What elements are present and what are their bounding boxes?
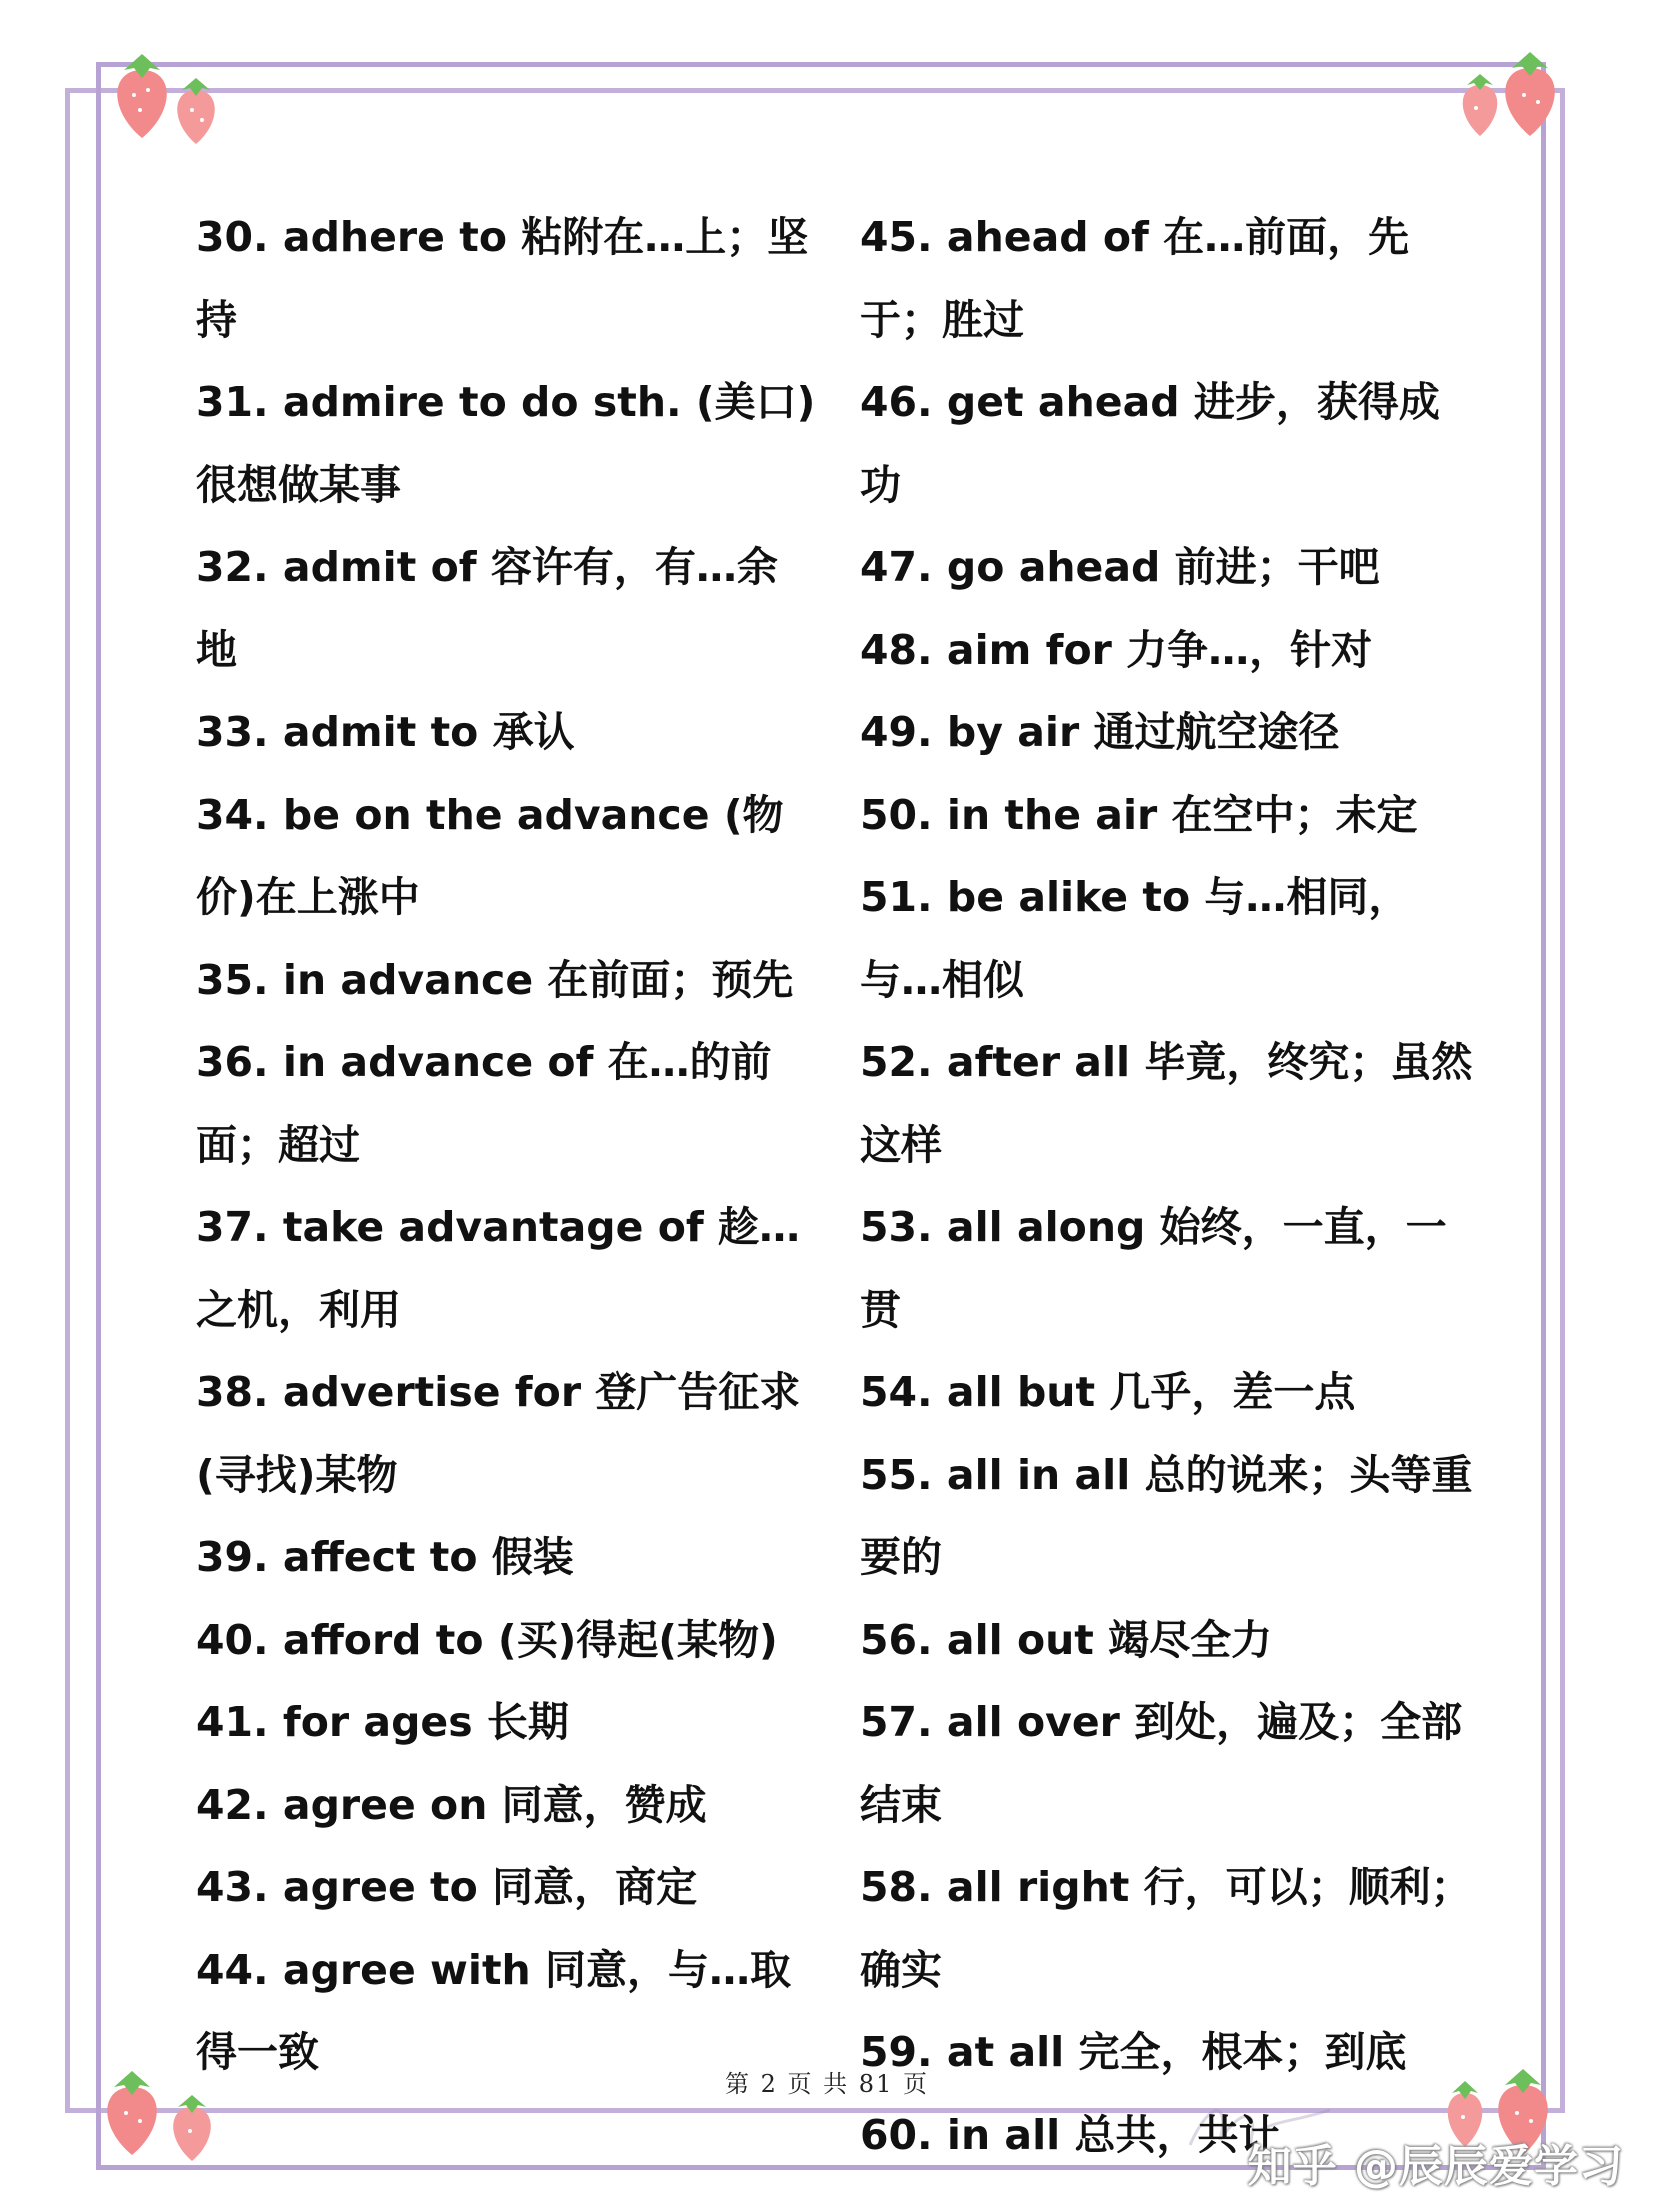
entry-44: 44. agree with 同意，与…取得一致: [196, 1945, 792, 2076]
entry-47: 47. go ahead 前进；干吧: [860, 543, 1380, 591]
entry-53: 53. all along 始终，一直，一贯: [860, 1203, 1447, 1334]
entry-51: 51. be alike to 与…相同，与…相似: [860, 873, 1410, 1004]
entry-50: 50. in the air 在空中；未定: [860, 790, 1418, 839]
entry-54: 54. all but 几乎，差一点: [860, 1368, 1356, 1416]
entry-60: 60. in all 总共，共计: [860, 2110, 1280, 2159]
entry-57: 57. all over 到处，遍及；全部结束: [860, 1698, 1463, 1829]
entry-48: 48. aim for 力争…，针对: [860, 625, 1373, 674]
entry-46: 46. get ahead 进步，获得成功: [860, 378, 1440, 509]
entry-32: 32. admit of 容许有，有…余地: [196, 543, 778, 674]
entry-45: 45. ahead of 在…前面，先于；胜过: [860, 213, 1410, 344]
entry-58: 58. all right 行，可以；顺利；确实: [860, 1863, 1472, 1994]
entry-37: 37. take advantage of 趁…之机，利用: [196, 1203, 800, 1334]
entry-40: 40. afford to (买)得起(某物): [196, 1615, 778, 1664]
left-column: [196, 196, 816, 2094]
entry-52: 52. after all 毕竟，终究；虽然这样: [860, 1038, 1473, 1169]
entry-56: 56. all out 竭尽全力: [860, 1615, 1273, 1664]
entry-36: 36. in advance of 在…的前面；超过: [196, 1038, 772, 1169]
entry-43: 43. agree to 同意，商定: [196, 1863, 698, 1911]
entry-49: 49. by air 通过航空途径: [860, 708, 1340, 756]
entry-59: 59. at all 完全，根本；到底: [860, 2028, 1407, 2076]
entry-34: 34. be on the advance (物价)在上涨中: [196, 790, 784, 921]
right-column: [860, 196, 1480, 2176]
entry-42: 42. agree on 同意，赞成: [196, 1780, 707, 1829]
entry-33: 33. admit to 承认: [196, 708, 575, 756]
entry-39: 39. affect to 假装: [196, 1533, 574, 1581]
entry-41: 41. for ages 长期: [196, 1698, 569, 1746]
entry-35: 35. in advance 在前面；预先: [196, 955, 794, 1004]
page-number: 第 2 页 共 81 页: [725, 2070, 929, 2098]
entry-55: 55. all in all 总的说来；头等重要的: [860, 1450, 1473, 1581]
strawberry-icon: [100, 40, 230, 150]
watermark: 知乎 @辰辰爱学习: [1247, 2141, 1624, 2192]
entry-31: 31. admire to do sth. (美口)很想做某事: [196, 378, 816, 509]
strawberry-icon: [1450, 40, 1580, 140]
entry-38: 38. advertise for 登广告征求(寻找)某物: [196, 1368, 801, 1499]
entry-30: 30. adhere to 粘附在…上；坚持: [196, 213, 809, 344]
